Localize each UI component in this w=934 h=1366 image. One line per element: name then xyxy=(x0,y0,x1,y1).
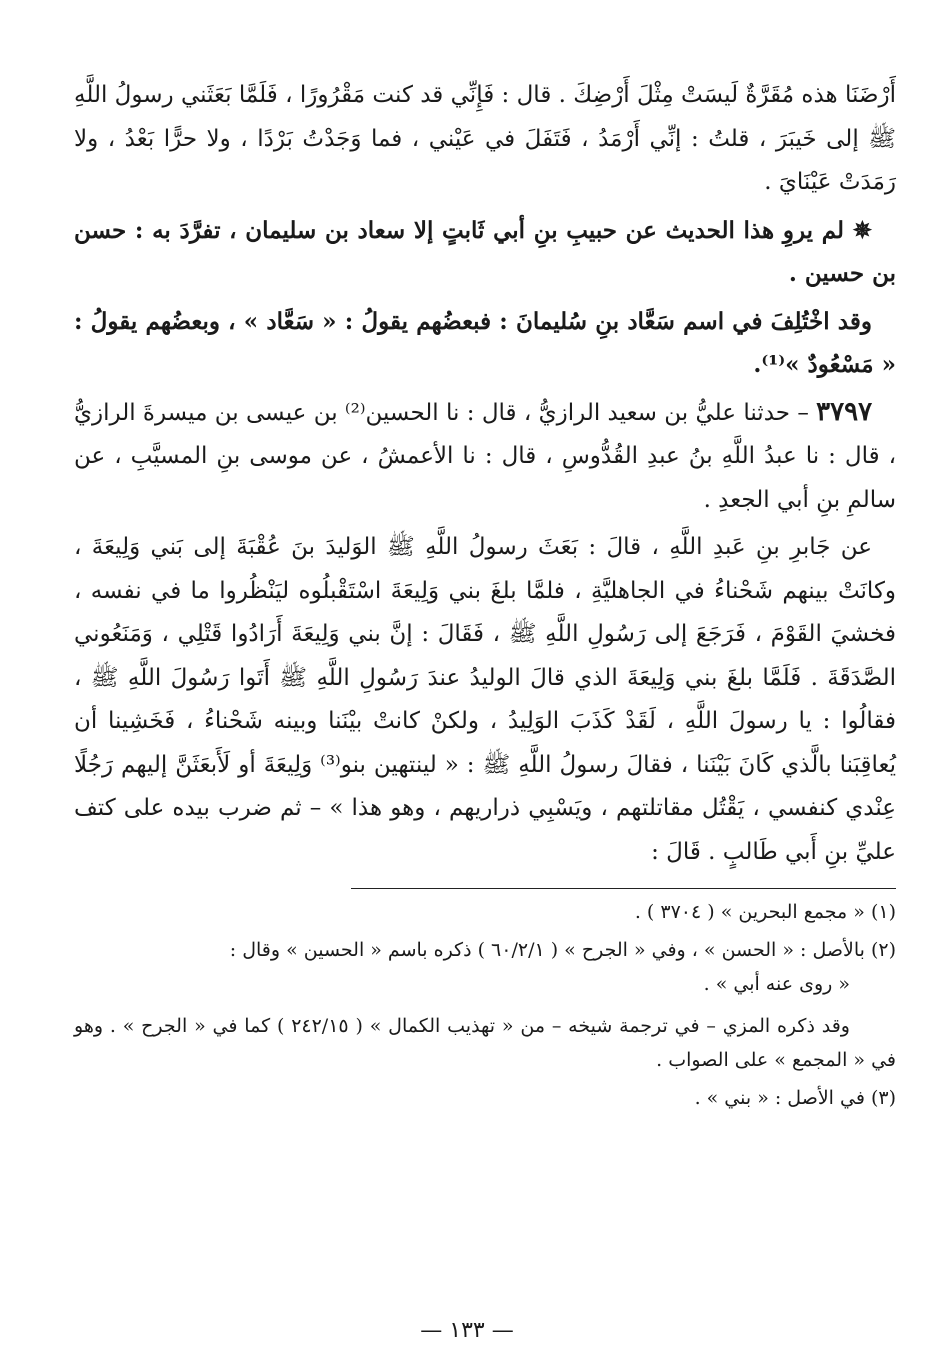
star-icon: ✵ xyxy=(852,216,872,244)
hadith-isnad-paragraph xyxy=(74,391,896,523)
hadith-continuation-paragraph: أَرْضَنَا هذه مُقَرَّةٌ لَيسَتْ مِثْلَ أَرْضِكَ . قال : فَإِنِّي قد كنت مَقْرُورًا ، فَلَمَّا بَعَثَني رسولُ اللَّهِ ﷺ إلى خَيبَرَ ، قلتُ : إنِّي أَرْمَدُ ، فَتَفَلَ في عَيْني ، فما وَجَدْتُ بَرْدًا ، ولا حرًّا بَعْدُ ، ولا رَمَدَتْ عَيْنَايَ . xyxy=(74,82,896,195)
page-body xyxy=(74,74,896,1115)
editor-note-paragraph xyxy=(74,209,896,296)
footnote-2-second-paragraph: وقد ذكره المزي – في ترجمة شيخه – من « تهذيب الكمال » ( ٢٤٢/١٥ ) كما في « الجرح » . وهو في « المجمع » على الصواب . xyxy=(74,1015,896,1071)
footnote-2-continuation: « روى عنه أبي » . xyxy=(703,973,850,995)
page-number: — ١٣٣ — xyxy=(420,1318,514,1343)
footnote-3: (٣) في الأصل : « بني » . xyxy=(694,1087,896,1109)
isnad-text: – حدثنا عليُّ بن سعيد الرازيُّ ، قال : نا الحسين⁽²⁾ بن عيسى بن ميسرةَ الرازيُّ ، قال : نا عبدُ اللَّهِ بنُ عبدِ القُدُّوسِ ، قال : نا الأعمشُ ، عن موسى بنِ المسيَّبِ ، عن سالمِ بنِ أبي الجعدِ . xyxy=(74,399,896,513)
footnote-1: (١) « مجمع البحرين » ( ٣٧٠٤ ) . xyxy=(634,901,896,923)
hadith-matn-paragraph: عن جَابرِ بنِ عَبدِ اللَّهِ ، قالَ : بَعَثَ رسولُ اللَّهِ ﷺ الوَليدَ بنَ عُقْبَةَ إلى بَني وَلِيعَةَ ، وكانَتْ بينهم شَحْناءُ في الجاهليَّةِ ، فلمَّا بلغَ بني وَلِيعَةَ اسْتَقْبلُوه ليَنْظُروا ما في نفسه ، فخشيَ القَوْمَ ، فَرَجَعَ إلى رَسُولِ اللَّهِ ﷺ ، فَقَالَ : إنَّ بني وَلِيعَةَ أَرَادُوا قَتْلِي ، وَمَنَعُوني الصَّدَقَةَ . فَلَمَّا بلغَ بني وَلِيعَةَ الذي قالَ الوليدُ عندَ رَسُولِ اللَّهِ ﷺ أَتَوا رَسُولَ اللَّهِ ﷺ ، فقالُوا : يا رسولَ اللَّهِ ، لَقَدْ كَذَبَ الوَلِيدُ ، ولكنْ كانتْ بيْنَنا وبينه شَحْناءُ ، فَخَشِينا أن يُعاقِبَنا بالَّذي كَانَ بَيْنَنا ، فقالَ رسولُ اللَّهِ ﷺ : « لينتهين بنو⁽³⁾ وَلِيعَةَ أو لَأَبعَثَنَّ إليهم رَجُلًا عِنْدي كنفسي ، يَقْتُل مقاتلتهم ، ويَسْبِي ذراريهم ، وهو هذا » – ثم ضرب بيده على كتف عليِّ بنِ أَبي طَالبٍ . قَالَ : xyxy=(74,534,897,865)
editor-note-text: لم يروِ هذا الحديث عن حبيبِ بنِ أبي ثَابتٍ إلا سعاد بن سليمان ، تفرَّدَ به : حسن بن حسين . xyxy=(74,216,896,287)
hadith-number: ٣٧٩٧ xyxy=(816,396,873,427)
name-variant-paragraph: وقد اخْتُلِفَ في اسم سَعَّاد بنِ سُليمانَ : فبعضُهم يقولُ : « سَعَّاد » ، وبعضُهم يقولُ : « مَسْعُودٌ »⁽¹⁾. xyxy=(74,307,896,378)
main-text xyxy=(74,74,896,874)
footnote-separator xyxy=(351,888,896,889)
footnote-2: (٢) بالأصل : « الحسن » ، وفي « الجرح » ( ٦٠/٢/١ ) ذكره باسم « الحسين » وقال : xyxy=(229,939,896,961)
footnotes xyxy=(74,895,896,1115)
